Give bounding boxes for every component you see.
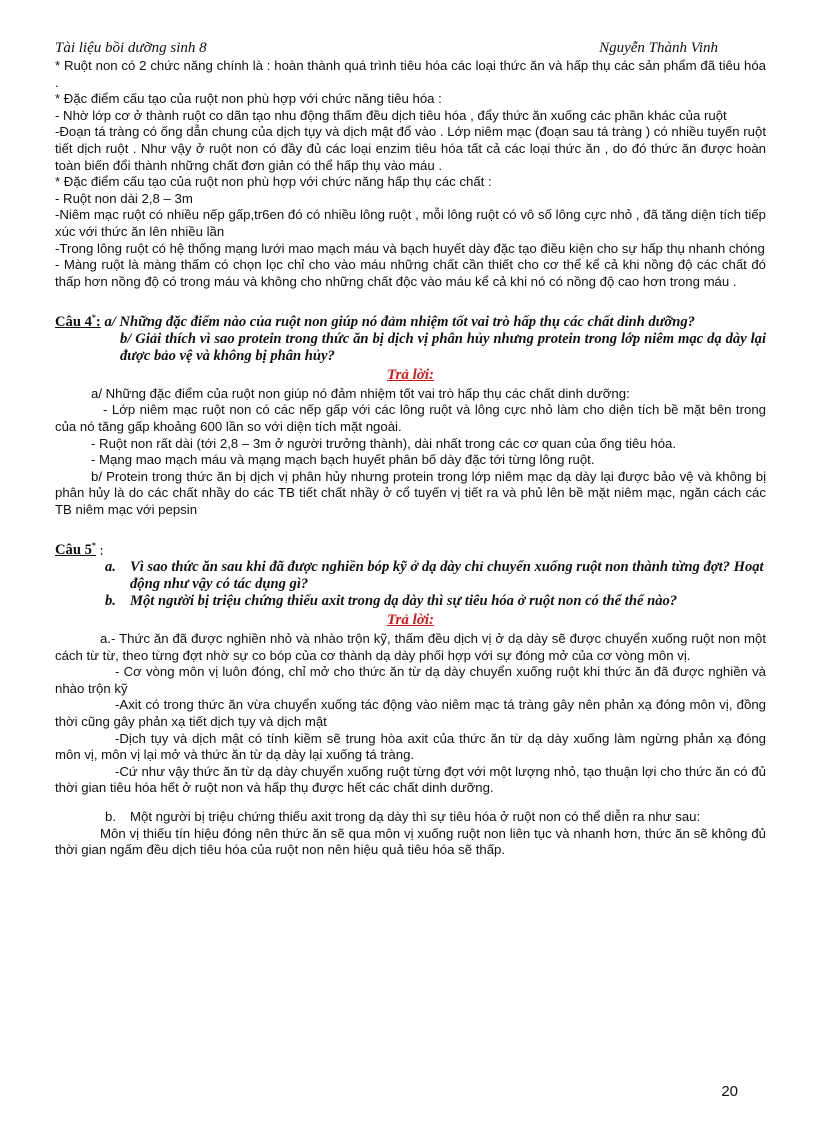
paragraph: -Niêm mạc ruột có nhiều nếp gấp,tr6en đó có nhiều lông ruột , mỗi lông ruột có vô số lông cực nhỏ , đã tăng diện tích tiếp xúc với thức ăn lên nhiều lần (55, 207, 766, 239)
question-4b-text: b/ Giải thích vì sao protein trong thức ăn bị dịch vị phân hủy nhưng protein trong lớp niêm mạc dạ dày lại được bảo vệ và không bị phân hủy? (120, 331, 766, 365)
question-4-heading (55, 309, 766, 331)
answer-4a-point: - Ruột non rất dài (tới 2,8 – 3m ở người trưởng thành), dài nhất trong các cơ quan của ống tiêu hóa. (91, 435, 677, 451)
paragraph: -Đoạn tá tràng có ống dẫn chung của dịch tụy và dịch mật đổ vào . Lớp niêm mạc (đoạn sau tá tràng ) có nhiều tuyến ruột tiết dịch ruột . Như vậy ở ruột non có đầy đủ các loại enzim tiêu hóa tất cả các loại thức ăn , do đó thức ăn được hoàn toàn biến đổi thành những chất đơn giản có thể hấp thụ vào máu . (55, 124, 766, 173)
question-5-item: a. Vì sao thức ăn sau khi đã được nghiền bóp kỹ ở dạ dày chỉ chuyển xuống ruột non thành từng đợt? Hoạt động như vậy có tác dụng gì? (105, 559, 764, 593)
paragraph: * Ruột non có 2 chức năng chính là : hoàn thành quá trình tiêu hóa các loại thức ăn và hấp thụ các sản phẩm đã tiêu hóa . (55, 58, 766, 90)
answer-4b: b/ Protein trong thức ăn bị dịch vị phân hủy nhưng protein trong lớp niêm mạc dạ dày lại được bảo vệ và không bị phân hủy là do các chất nhầy do các TB tiết chất nhầy ở cổ tuyến vị tiết ra và phủ lên bề mặt niêm mạc, ngăn cách các TB niêm mạc với pepsin (55, 468, 766, 517)
question-4-label: Câu 4*: (55, 313, 101, 331)
answer-4a-intro: a/ Những đặc điểm của ruột non giúp nó đảm nhiệm tốt vai trò hấp thụ các chất dinh dưỡng: (91, 385, 630, 401)
answer-5b-intro: b. Một người bị triệu chứng thiếu axit trong dạ dày thì sự tiêu hóa ở ruột non có thể diễn ra như sau: (105, 808, 701, 824)
answer-4a-point: - Lớp niêm mạc ruột non có các nếp gấp với các lông ruột và lông cực nhỏ làm cho diện tích bề mặt bên trong của nó tăng gấp khoảng 600 lần so với diện tích mặt ngoài. (55, 402, 766, 434)
answer-title: Trả lời: (386, 612, 435, 629)
paragraph: - Màng ruột là màng thấm có chọn lọc chỉ cho vào máu những chất cần thiết cho cơ thể kể cả khi nồng độ các chất đó thấp hơn nồng độ có trong máu và không cho những chất độc vào máu kể cả khi nó có nồng độ cao hơn trong máu . (55, 257, 766, 289)
page-number: 20 (721, 1083, 738, 1100)
answer-5a-point: -Axit có trong thức ăn vừa chuyển xuống tác động vào niêm mạc tá tràng gây nên phản xạ đóng môn vị, đồng thời cũng gây phản xạ tiết dịch tụy và dịch mật (55, 697, 766, 729)
header-doc-title: Tài liệu bồi dưỡng sinh 8 (55, 40, 207, 56)
paragraph: * Đặc điểm cấu tạo của ruột non phù hợp với chức năng tiêu hóa : (55, 91, 442, 107)
answer-4a-point: - Mạng mao mạch máu và mạng mạch bạch huyết phân bố dày đặc tới từng lông ruột. (91, 452, 595, 468)
question-5-heading: Câu 5* : (55, 541, 104, 559)
paragraph: - Ruột non dài 2,8 – 3m (55, 190, 193, 206)
answer-title: Trả lời: (386, 367, 435, 384)
question-5-list (55, 559, 766, 610)
answer-5a-point: -Dịch tụy và dịch mật có tính kiềm sẽ trung hòa axit của thức ăn từ dạ dày xuống làm ngừng phản xạ đóng môn vị, môn vị lại mở và thức ăn từ dạ dày lại xuống tá tràng. (55, 730, 766, 763)
page-content (55, 58, 766, 859)
question-4a-text: a/ Những đặc điểm nào của ruột non giúp nó đảm nhiệm tốt vai trò hấp thụ các chất dinh dưỡng? (104, 314, 695, 331)
paragraph: * Đặc điểm cấu tạo của ruột non phù hợp với chức năng hấp thụ các chất : (55, 174, 492, 190)
question-5-label: Câu 5* (55, 541, 96, 559)
answer-5b-text: Môn vị thiếu tín hiệu đóng nên thức ăn sẽ qua môn vị xuống ruột non liên tục và nhanh hơn, thức ăn sẽ không đủ thời gian ngấm đều dịch tiêu hóa của ruột non nên hiệu quả tiêu hóa sẽ thấp. (55, 825, 766, 858)
answer-5a-point: - Cơ vòng môn vị luôn đóng, chỉ mở cho thức ăn từ dạ dày chuyển xuống ruột khi thức ăn đã được nghiền và nhào trộn kỹ (55, 664, 766, 696)
paragraph: -Trong lông ruột có hệ thống mạng lưới mao mạch máu và bạch huyết dày đặc tạo điều kiện cho sự hấp thụ nhanh chóng (55, 240, 765, 256)
paragraph: - Nhờ lớp cơ ở thành ruột co dãn tạo nhu động thấm đều dịch tiêu hóa , đẩy thức ăn xuống các phần khác của ruột (55, 107, 727, 123)
answer-5a-point: -Cứ như vậy thức ăn từ dạ dày chuyển xuống ruột từng đợt với một lượng nhỏ, tạo thuận lợi cho thức ăn có đủ thời gian tiêu hóa hết ở ruột non và hấp thụ được hết các chất dinh dưỡng. (55, 763, 766, 796)
question-5-item: b. Một người bị triệu chứng thiếu axit trong dạ dày thì sự tiêu hóa ở ruột non có thể thế nào? (105, 593, 678, 610)
header-author: Nguyễn Thành Vinh (599, 40, 718, 56)
answer-5a-intro: a.- Thức ăn đã được nghiền nhỏ và nhào trộn kỹ, thấm đều dịch vị ở dạ dày sẽ được chuyển xuống ruột non một cách từ từ, theo từng đợt nhờ sự co bóp của cơ thành dạ dày phối hợp với sự đóng mở của cơ vòng môn vị. (55, 630, 766, 663)
